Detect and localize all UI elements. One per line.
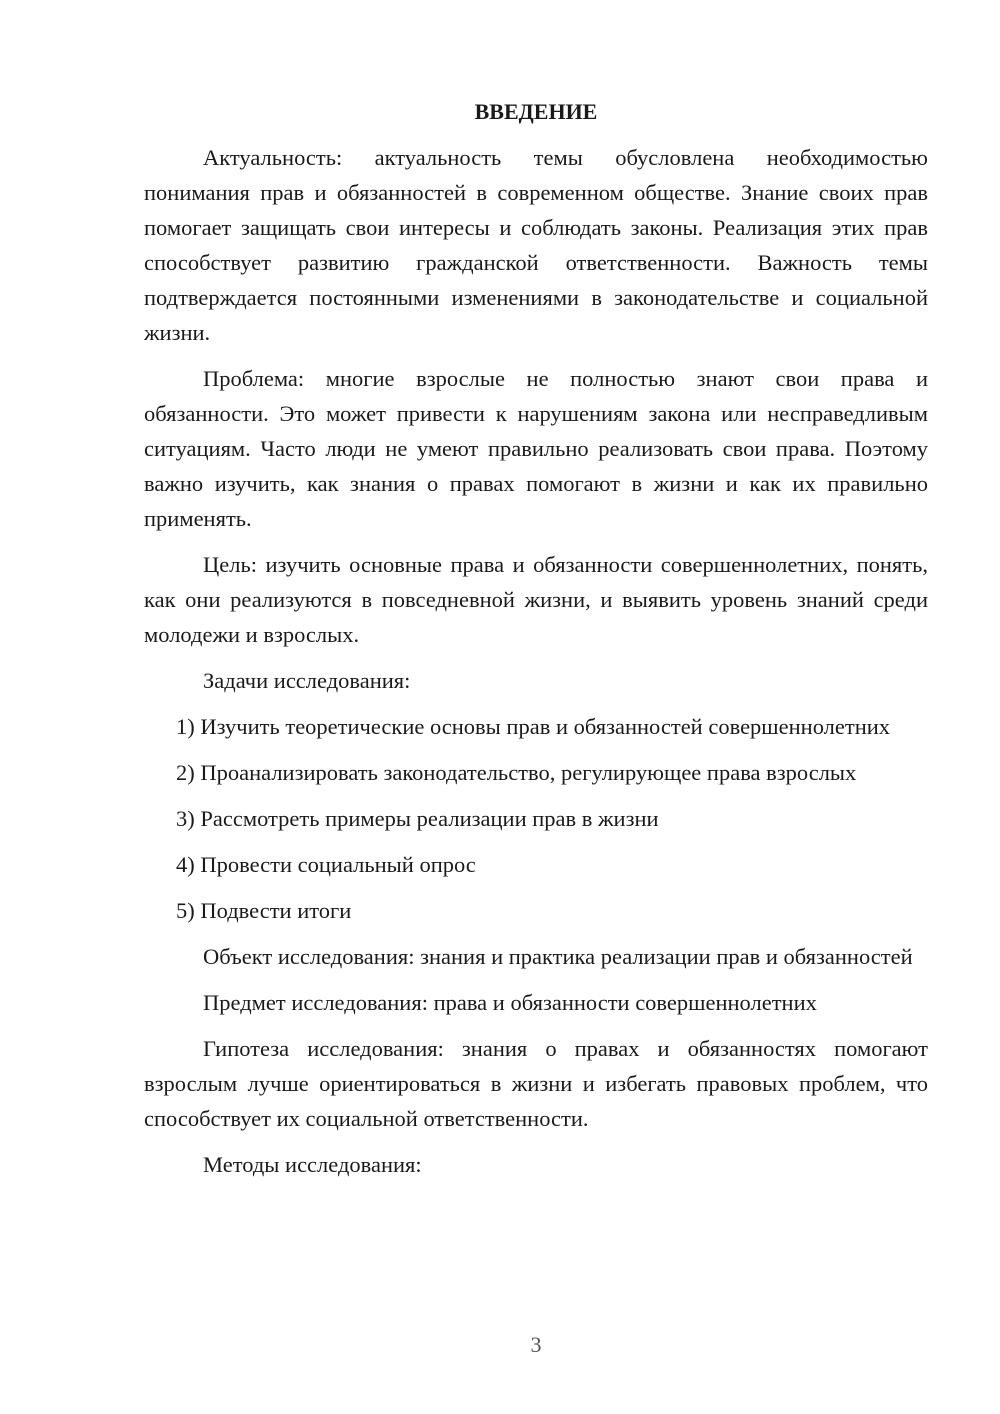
- subject-paragraph: Предмет исследования: права и обязанности совершеннолетних: [203, 990, 817, 1015]
- object-paragraph: Объект исследования: знания и практика реализации прав и обязанностей: [203, 944, 913, 969]
- tasks-heading: Задачи исследования:: [203, 668, 411, 693]
- task-item-5: 5) Подвести итоги: [176, 898, 352, 923]
- section-title: ВВЕДЕНИЕ: [474, 99, 598, 124]
- task-item-4: 4) Провести социальный опрос: [176, 852, 476, 877]
- methods-heading: Методы исследования:: [203, 1152, 422, 1177]
- hypothesis-paragraph: Гипотеза исследования: знания о правах и обязанностях помогают взрослым лучше ориентироваться в жизни и избегать правовых проблем, что способствует их социальной ответственности.: [144, 1036, 928, 1131]
- page-number: 3: [530, 1332, 542, 1357]
- task-item-2: 2) Проанализировать законодательство, регулирующее права взрослых: [176, 760, 857, 785]
- task-item-3: 3) Рассмотреть примеры реализации прав в жизни: [176, 806, 659, 831]
- goal-paragraph: Цель: изучить основные права и обязанности совершеннолетних, понять, как они реализуются в повседневной жизни, и выявить уровень знаний среди молодежи и взрослых.: [144, 552, 928, 647]
- problem-paragraph: Проблема: многие взрослые не полностью знают свои права и обязанности. Это может привести к нарушениям закона или несправедливым ситуациям. Часто люди не умеют правильно реализовать свои права. Поэтому важно изучить, как знания о правах помогают в жизни и как их правильно применять.: [144, 366, 928, 531]
- page-content: [144, 94, 928, 1193]
- task-item-1: 1) Изучить теоретические основы прав и обязанностей совершеннолетних: [176, 714, 891, 739]
- relevance-paragraph: Актуальность: актуальность темы обусловлена необходимостью понимания прав и обязанностей в современном обществе. Знание своих прав помогает защищать свои интересы и соблюдать законы. Реализация этих прав способствует развитию гражданской ответственности. Важность темы подтверждается постоянными изменениями в законодательстве и социальной жизни.: [144, 145, 928, 345]
